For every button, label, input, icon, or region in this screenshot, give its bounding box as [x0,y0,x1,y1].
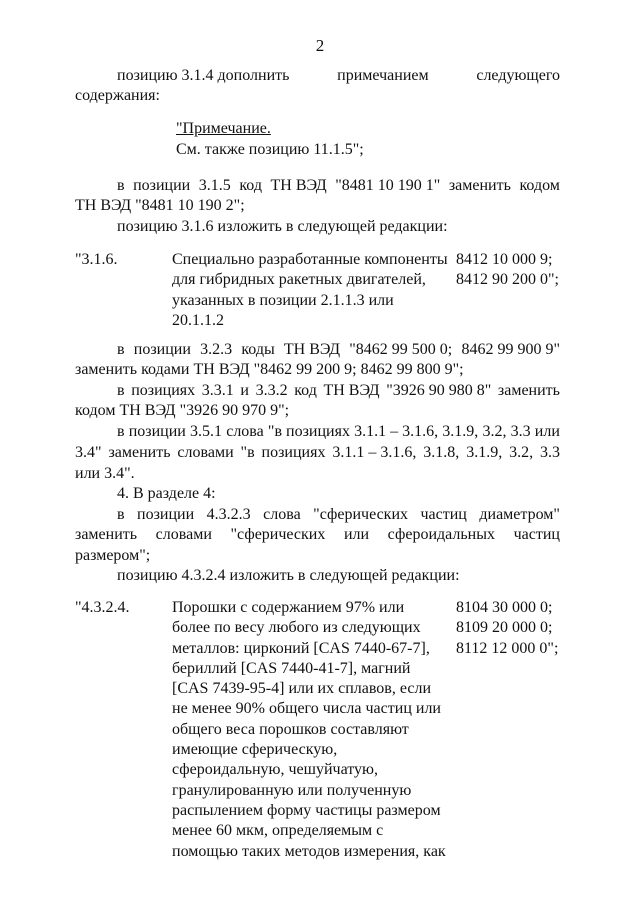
description-line: [CAS 7439-95-4] или их сплавов, если [172,680,432,698]
p6-l1-word: "в позициях [267,423,350,440]
p2-word: 3.1.5 [198,177,231,194]
p5-word: 3.3.2 [255,382,288,399]
p8-l1-word: 4.3.2.3 [206,506,251,523]
p8-l2-word: сфероидальных [387,526,495,543]
p6-l1-word: 3.2, [482,423,507,440]
p6-l2-word: 3.3 [540,444,560,461]
p6-l1-word: или [534,423,560,440]
p1-word-1: позицию 3.1.4 дополнить [117,67,290,84]
section-4-heading: 4. В разделе 4: [117,485,216,502]
p5-word: заменить [497,382,560,399]
tnved-code: 8104 30 000 0; [456,599,553,616]
p6-l2-word: "в [240,444,255,461]
item-3-1-6-number: "3.1.6. [75,251,118,268]
p6-l2-word: 3.1.9, [466,444,503,461]
p4-word: 3.2.3 [200,341,233,358]
p6-l2-word: позициях [261,444,326,461]
p8-l2-word: словами [155,526,212,543]
note-title: "Примечание. [176,120,271,137]
description-line: металлов: цирконий [CAS 7440-67-7], [172,639,430,657]
p8-l1-word: частиц [420,506,467,523]
p5-word: "3926 90 980 8" [386,382,492,399]
p6-l1-word: 3.5.1 [190,423,223,440]
p5-word: ТН ВЭД [323,382,380,399]
p5-word: 3.3.1 [201,382,234,399]
description-line: 20.1.1.2 [172,311,224,329]
tnved-code: 8412 90 200 0"; [456,271,559,289]
paragraph-4-3-2-4-intro: позицию 4.3.2.4 изложить в следующей редакции: [117,567,460,584]
p4-word: 8462 99 900 9" [461,341,560,358]
p8-l2-word: заменить [75,526,138,543]
paragraph-3-3-line-1 [117,381,560,401]
p6-l2-word: 3.2, [509,444,534,461]
paragraph-3-1-6-intro: позицию 3.1.6 изложить в следующей редакции: [117,218,448,235]
p2-word: ТН ВЭД [270,177,327,194]
page-number: 2 [315,36,325,55]
p8-l1-word: позиции [137,506,195,523]
description-line: более по весу любого из следующих [172,619,421,637]
p6-l2-word: 3.4" [75,444,102,461]
description-line: сфероидальную, чешуйчатую, [172,761,379,779]
p8-l1-word: диаметром" [479,506,560,523]
tnved-code: 8112 12 000 0"; [456,639,559,657]
p6-l1-word: в [117,423,125,440]
tnved-code: 8109 20 000 0; [456,619,553,637]
p8-l2-word: "сферических [230,526,326,543]
p5-word: код [294,382,317,399]
paragraph-4-3-2-3-line-2 [75,525,560,545]
p8-l2-word: частиц [513,526,560,543]
p5-word: позициях [131,382,196,399]
item-3-1-6-description [172,250,448,331]
p4-word: "8462 99 500 0; [349,341,453,358]
p6-l1-word: 3.3 [510,423,531,440]
p4-word: позиции [133,341,191,358]
p2-word: в [117,177,125,194]
p6-l2-word: заменить [108,444,171,461]
paragraph-3-1-4-line-2: содержания: [75,87,160,104]
p6-l1-word: 3.1.1 – 3.1.6, [354,423,439,440]
p2-word: "8481 10 190 1" [335,177,441,194]
p4-word: ТН ВЭД [283,341,341,358]
p8-l1-word: в [117,506,125,523]
p2-word: позиции [133,177,191,194]
p6-l2-word: 3.1.8, [423,444,460,461]
p4-word: коды [241,341,275,358]
paragraph-3-3-line-2: кодом ТН ВЭД "3926 90 970 9"; [75,402,290,419]
paragraph-3-1-5-line-2: ТН ВЭД "8481 10 190 2"; [75,197,245,214]
item-4-3-2-4-description [172,598,446,862]
paragraph-3-5-1-line-2 [75,443,560,463]
description-line: гранулированную или полученную [172,781,412,799]
description-line: имеющие сферическую, [172,741,338,759]
description-line: бериллий [CAS 7440-41-7], магний [172,659,411,677]
paragraph-3-2-3-line-1 [117,340,560,360]
p6-l1-word: слова [226,423,264,440]
tnved-code: 8412 10 000 9; [456,251,553,268]
paragraph-4-3-2-3-line-1 [117,505,560,525]
description-line: Специально разработанные компоненты [172,251,448,268]
note-text: См. также позицию 11.1.5"; [176,141,364,158]
description-line: помощью таких методов измерения, как [172,842,446,860]
p6-l1-word: позиции [128,423,186,440]
p5-word: в [117,382,125,399]
description-line: указанных в позиции 2.1.1.3 или [172,291,394,309]
paragraph-3-1-4-line-1 [117,66,560,86]
paragraph-3-5-1-line-1 [117,422,560,442]
description-line: общего веса порошков составляют [172,720,409,738]
p6-l1-word: 3.1.9, [442,423,479,440]
description-line: менее 60 мкм, определяемым с [172,822,384,840]
paragraph-3-2-3-line-2: заменить кодами ТН ВЭД "8462 99 200 9; 8462 99 800 9"; [75,361,464,378]
description-line: для гибридных ракетных двигателей, [172,271,426,289]
description-line: Порошки с содержанием 97% или [172,599,405,616]
p8-l1-word: слова [263,506,301,523]
description-line: не менее 90% общего числа частиц или [172,700,441,718]
p2-word: код [239,177,262,194]
p5-word: и [240,382,249,399]
item-4-3-2-4-codes [456,598,558,659]
p2-word: кодом [519,177,560,194]
p8-l2-word: или [343,526,370,543]
p1-word-2: примечанием [337,67,429,84]
description-line: распылением форму частицы размером [172,801,441,819]
p6-l2-word: словами [177,444,234,461]
item-3-1-6-codes [456,250,559,291]
p8-l1-word: "сферических [313,506,409,523]
p4-word: в [117,341,125,358]
paragraph-4-3-2-3-line-3: размером"; [75,547,151,564]
item-4-3-2-4-number: "4.3.2.4. [75,599,130,616]
p1-word-3: следующего [476,67,560,84]
paragraph-3-5-1-line-3: или 3.4". [75,465,135,482]
p2-word: заменить [448,177,511,194]
paragraph-3-1-5-line-1 [117,176,560,196]
p6-l2-word: 3.1.1 – 3.1.6, [332,444,417,461]
